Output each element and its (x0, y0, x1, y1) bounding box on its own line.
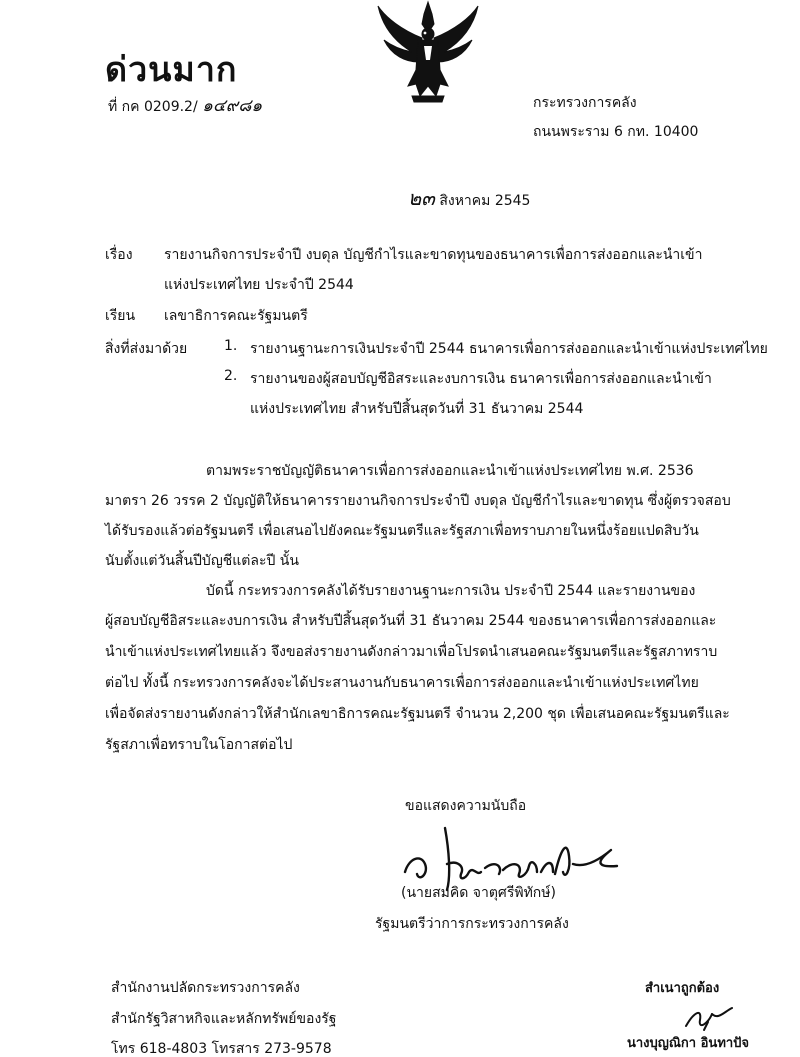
certifier-name: นางบุญณิกา อินทาปัจ (627, 1036, 750, 1051)
enclosure-2-number: 2. (224, 368, 238, 384)
letter-date (408, 182, 530, 214)
subject-line-2: แห่งประเทศไทย ประจำปี 2544 (164, 277, 354, 293)
subject-label: เรื่อง (105, 247, 133, 263)
signer-title: รัฐมนตรีว่าการกระทรวงการคลัง (375, 916, 569, 932)
body-paragraph-1-line-3: ได้รับรองแล้วต่อรัฐมนตรี เพื่อเสนอไปยังคณะรัฐมนตรีและรัฐสภาเพื่อทราบภายในหนึ่งร้อยแปดสิบวัน (105, 523, 699, 539)
body-paragraph-2-line-2: ผู้สอบบัญชีอิสระและงบการเงิน สำหรับปีสิ้นสุดวันที่ 31 ธันวาคม 2544 ของธนาคารเพื่อการส่งออกและ (105, 613, 717, 629)
date-month-year: สิงหาคม 2545 (439, 193, 531, 209)
garuda-emblem-icon (372, 0, 484, 104)
urgency-stamp: ด่วนมาก (105, 50, 238, 90)
reference-prefix: ที่ กค 0209.2/ (108, 99, 198, 115)
reference-handwritten-number: ๑๔๙๘๑ (202, 96, 263, 116)
enclosure-1-text: รายงานฐานะการเงินประจำปี 2544 ธนาคารเพื่อการส่งออกและนำเข้าแห่งประเทศไทย (250, 341, 768, 357)
subject-line-1: รายงานกิจการประจำปี งบดุล บัญชีกำไรและขาดทุนของธนาคารเพื่อการส่งออกและนำเข้า (164, 247, 703, 263)
body-paragraph-1-line-1: ตามพระราชบัญญัติธนาคารเพื่อการส่งออกและนำเข้าแห่งประเทศไทย พ.ศ. 2536 (206, 463, 694, 479)
footer-bureau: สำนักรัฐวิสาหกิจและหลักทรัพย์ของรัฐ (111, 1011, 337, 1027)
body-paragraph-2-line-3: นำเข้าแห่งประเทศไทยแล้ว จึงขอส่งรายงานดังกล่าวมาเพื่อโปรดนำเสนอคณะรัฐมนตรีและรัฐสภาทราบ (105, 644, 718, 660)
body-paragraph-2-line-5: เพื่อจัดส่งรายงานดังกล่าวให้สำนักเลขาธิการคณะรัฐมนตรี จำนวน 2,200 ชุด เพื่อเสนอคณะรัฐมนตรีและ (105, 706, 730, 722)
body-paragraph-1-line-4: นับตั้งแต่วันสิ้นปีบัญชีแต่ละปี นั้น (105, 553, 299, 569)
reference-number (108, 92, 262, 119)
body-paragraph-1-line-2: มาตรา 26 วรรค 2 บัญญัติให้ธนาคารรายงานกิจการประจำปี งบดุล บัญชีกำไรและขาดทุน ซึ่งผู้ตรวจสอบ (105, 493, 731, 509)
body-paragraph-2-line-6: รัฐสภาเพื่อทราบในโอกาสต่อไป (105, 737, 293, 753)
certifier-signature (680, 1000, 740, 1034)
enclosures-label: สิ่งที่ส่งมาด้วย (105, 341, 188, 357)
enclosure-2-text-line-2: แห่งประเทศไทย สำหรับปีสิ้นสุดวันที่ 31 ธันวาคม 2544 (250, 401, 584, 417)
addressee-value: เลขาธิการคณะรัฐมนตรี (164, 308, 308, 324)
footer-phone: โทร 618-4803 โทรสาร 273-9578 (111, 1041, 332, 1057)
enclosure-2-text-line-1: รายงานของผู้สอบบัญชีอิสระและงบการเงิน ธนาคารเพื่อการส่งออกและนำเข้า (250, 371, 712, 387)
signer-name: (นายสมคิด จาตุศรีพิทักษ์) (401, 885, 556, 901)
ministry-name: กระทรวงการคลัง (533, 95, 637, 111)
body-paragraph-2-line-1: บัดนี้ กระทรวงการคลังได้รับรายงานฐานะการเงิน ประจำปี 2544 และรายงานของ (206, 583, 696, 599)
footer-office: สำนักงานปลัดกระทรวงการคลัง (111, 980, 300, 996)
enclosure-1-number: 1. (224, 338, 238, 354)
certified-copy-label: สำเนาถูกต้อง (645, 981, 720, 996)
body-paragraph-2-line-4: ต่อไป ทั้งนี้ กระทรวงการคลังจะได้ประสานงานกับธนาคารเพื่อการส่งออกและนำเข้าแห่งประเทศไทย (105, 675, 699, 691)
ministry-address: ถนนพระราม 6 กท. 10400 (533, 124, 699, 140)
closing-salutation: ขอแสดงความนับถือ (405, 798, 527, 814)
date-day-handwritten: ๒๓ (408, 186, 435, 210)
addressee-label: เรียน (105, 308, 136, 324)
